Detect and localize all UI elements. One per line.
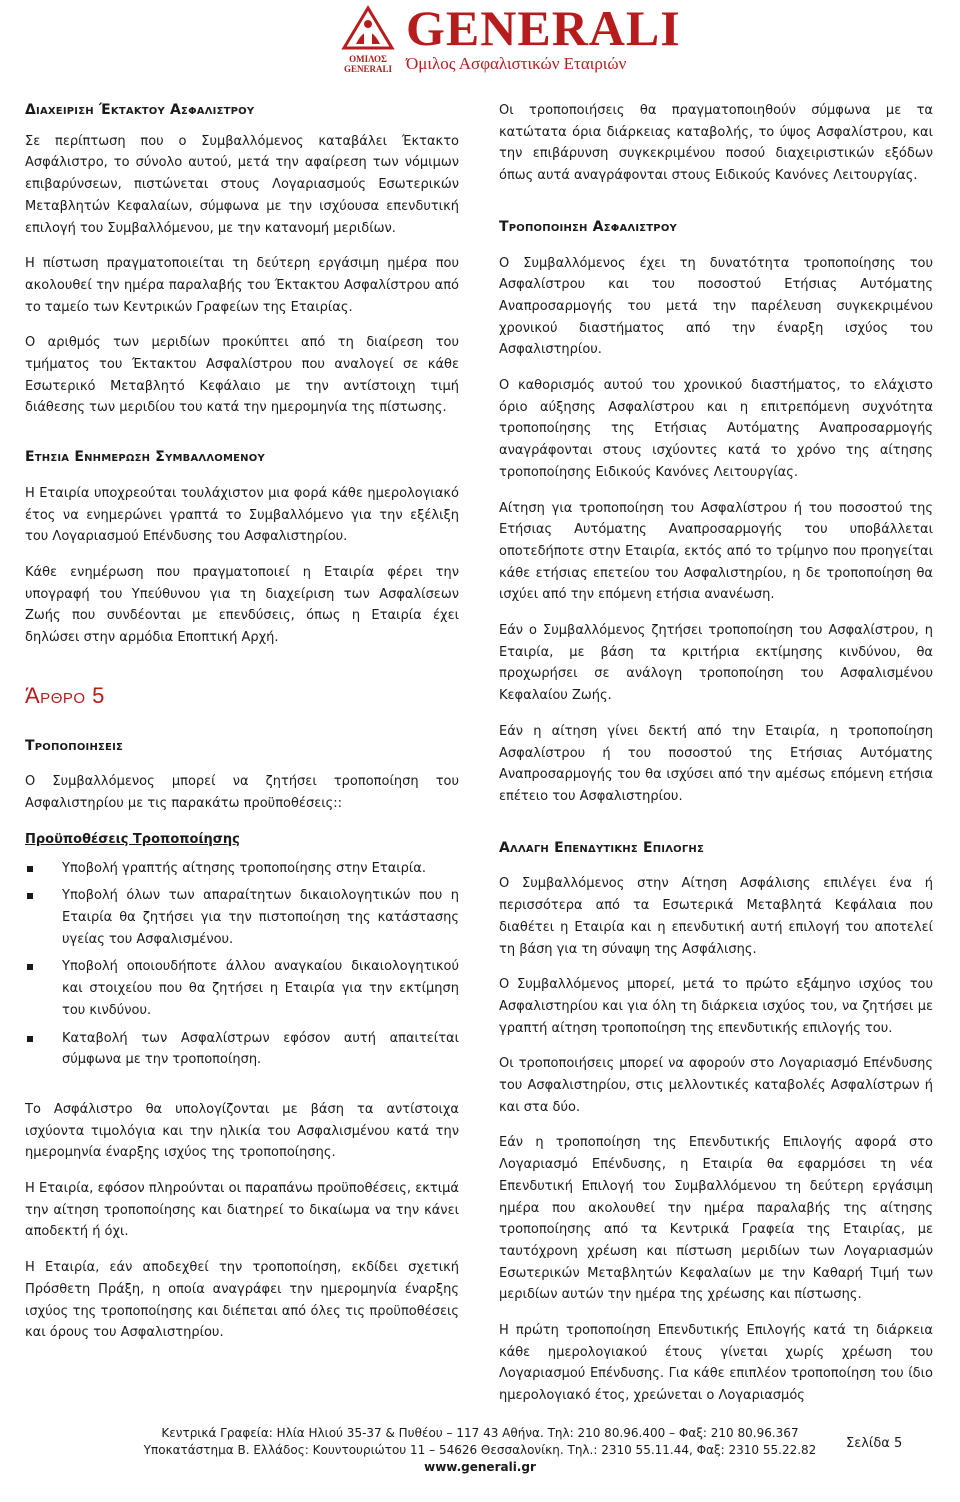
article-title: Άρθρο 5	[25, 682, 105, 708]
paragraph: Η Εταιρία υποχρεούται τουλάχιστον μια φορά κάθε ημερολογιακό έτος να ενημερώνει γραπτά το Συμβαλλόμενο για την εξέλιξη του Λογαριασμού Επένδυσης του Ασφαλιστηρίου.	[25, 485, 459, 545]
paragraph: Η πίστωση πραγματοποιείται τη δεύτερη εργάσιμη ημέρα που ακολουθεί την ημέρα παραλαβής του Έκτακτου Ασφαλίστρου από το ταμείο των Κεντρικών Γραφείων της Εταιρίας.	[25, 256, 459, 315]
paragraph: Ο Συμβαλλόμενος έχει τη δυνατότητα τροποποίησης του Ασφαλίστρου και του ποσοστού Ετήσιας Αυτόματης Αναπροσαρμογής του μετά την παρέλευση συγκεκριμένου χρονικού διαστήματος από την έναρξη ισχύος του Ασφαλιστηρίου.	[499, 255, 933, 358]
footer-website-link[interactable]: www.generali.gr	[424, 1460, 536, 1474]
subheading-conditions: Προϋποθέσεις Τροποποίησης	[25, 831, 240, 847]
paragraph: Η πρώτη τροποποίηση Επενδυτικής Επιλογής κατά τη διάρκεια κάθε ημερολογιακού έτους γίνεται χωρίς χρέωση του Λογαριασμού Επένδυσης. Για κάθε επιπλέον τροποποίηση του ίδιο ημερολογιακό έτος, χρεώνεται ο Λογαριασμός	[499, 1323, 933, 1404]
bullet-square-icon	[27, 893, 33, 899]
paragraph: Αίτηση για τροποποίηση του Ασφαλίστρου ή του ποσοστού της Ετήσιας Αυτόματης Αναπροσαρμογής του υποβάλλεται οποτεδήποτε στην Εταιρία, εκτός από το τρίμηνο που προηγείται κάθε ετήσιας επετείου του Ασφαλιστηρίου, η δε τροποποίηση θα ισχύει από την επόμενη ετήσια ανανέωση.	[499, 500, 933, 603]
paragraph: Σε περίπτωση που ο Συμβαλλόμενος καταβάλει Έκτακτο Ασφάλιστρο, το σύνολο αυτού, μετά την αφαίρεση των νόμιμων επιβαρύνσεων, πιστώνεται στους Λογαριασμούς Εσωτερικών Μεταβλητών Κεφαλαίων, σύμφωνα με την ισχύουσα επενδυτική επιλογή του Συμβαλλόμενου, με την κατανομή μεριδίων.	[25, 133, 459, 236]
list-item: Υποβολή όλων των απαραίτητων δικαιολογητικών που η Εταιρία θα ζητήσει για την πιστοποίηση της κατάστασης υγείας του Ασφαλισμένου.	[25, 885, 459, 950]
brand-name: GENERALI	[406, 0, 681, 56]
list-item: Υποβολή γραπτής αίτησης τροποποίησης στην Εταιρία.	[25, 858, 459, 880]
list-item: Υποβολή οποιουδήποτε άλλου αναγκαίου δικαιολογητικού και στοιχείου που θα ζητήσει η Εταιρία για την εκτίμηση του κινδύνου.	[25, 956, 459, 1021]
left-column	[25, 100, 459, 1344]
brand-subtitle: Όμιλος Ασφαλιστικών Εταιριών	[406, 54, 627, 73]
paragraph: Εάν ο Συμβαλλόμενος ζητήσει τροποποίηση του Ασφαλίστρου, η Εταιρία, με βάση τα κριτήρια εκτίμησης κινδύνου, θα προχωρήσει σε ανάλογη τροποποίηση του Ασφαλισμένου Κεφαλαίου Ζωής.	[499, 623, 933, 704]
paragraph: Κάθε ενημέρωση που πραγματοποιεί η Εταιρία φέρει την υπογραφή του Υπεύθυνου για τη διαχείριση των Ασφαλίσεων Ζωής που συνδέονται με επενδύσεις, όπως η Εταιρία έχει δηλώσει στην αρμόδια Εποπτική Αρχή.	[25, 564, 459, 646]
right-column	[499, 100, 933, 1407]
page-header	[0, 0, 960, 86]
footer-head-office: Κεντρικά Γραφεία: Ηλία Ηλιού 35-37 & Πυθέου – 117 43 Αθήνα. Τηλ: 210 80.96.400 – Φαξ: 210 80.96.367	[161, 1426, 799, 1440]
paragraph: Οι τροποποιήσεις μπορεί να αφορούν στο Λογαριασμό Επένδυσης του Ασφαλιστηρίου, στις μελλοντικές καταβολές Ασφαλίστρων ή και στα δύο.	[499, 1056, 933, 1115]
section-heading-modifications: Τροποποιησεις	[25, 737, 124, 754]
paragraph: Η Εταιρία, εφόσον πληρούνται οι παραπάνω προϋποθέσεις, εκτιμά την αίτηση τροποποίησης και διατηρεί το δικαίωμα να την κάνει αποδεκτή ή όχι.	[25, 1181, 459, 1240]
paragraph: Εάν η αίτηση γίνει δεκτή από την Εταιρία, η τροποποίηση Ασφαλίστρου ή του ποσοστού της Ετήσιας Αυτόματης Αναπροσαρμογής του θα ισχύσει από την αμέσως επόμενη ετήσια επέτειο του Ασφαλιστηρίου.	[499, 723, 933, 804]
list-item: Καταβολή των Ασφαλίστρων εφόσον αυτή απαιτείται σύμφωνα με την τροποποίηση.	[25, 1028, 459, 1071]
section-heading-premium-modification: Τροποποιηση Ασφαλιστρου	[499, 218, 677, 235]
section-heading-investment-change: Αλλαγη Επενδυτικης Επιλογης	[499, 839, 705, 856]
conditions-list	[25, 858, 459, 1071]
paragraph: Η Εταιρία, εάν αποδεχθεί την τροποποίηση, εκδίδει σχετική Πρόσθετη Πράξη, η οποία αναγράφει την ημερομηνία έναρξης ισχύος της τροποποίησης και διέπεται από όλες τις προϋποθέσεις και όρους του Ασφαλιστηρίου.	[25, 1260, 459, 1341]
section-heading-extra-premium: Διαχειριση Έκτακτου Ασφαλιστρου	[25, 102, 255, 118]
generali-logo	[338, 4, 398, 76]
paragraph: Ο καθορισμός αυτού του χρονικού διαστήματος, το ελάχιστο όριο αύξησης Ασφαλίστρου και η επιτρεπόμενη συχνότητα τροποποίησης της Ετήσιας Αυτόματης Αναπροσαρμογής αναγράφονται στους ισχύοντες κατά το χρόνο της αίτησης τροποποίησης Ειδικούς Κανόνες Λειτουργίας.	[499, 378, 933, 480]
paragraph: Εάν η τροποποίηση της Επενδυτικής Επιλογής αφορά στο Λογαριασμό Επένδυσης, η Εταιρία θα εφαρμόσει τη νέα Επενδυτική Επιλογή του Συμβαλλόμενου τη δεύτερη εργάσιμη ημέρα που ακολουθεί την ημέρα παραλαβής της αίτησης τροποποίησης από τα Κεντρικά Γραφεία της Εταιρίας, με ταυτόχρονη χρέωση και πίστωση μεριδίων των Λογαριασμών Εσωτερικών Μεταβλητών Κεφαλαίων με την Καθαρή Τιμή των μεριδίων αυτών την ημέρα της χρέωσης και πίστωσης.	[499, 1135, 933, 1303]
logo-caption: ΟΜΙΛΟΣ GENERALI	[343, 54, 392, 74]
bullet-square-icon	[27, 866, 33, 872]
paragraph: Το Ασφάλιστρο θα υπολογίζονται με βάση τα αντίστοιχα ισχύοντα τιμολόγια και την ηλικία του Ασφαλισμένου κατά την ημερομηνία έναρξης ισχύος της τροποποίησης.	[25, 1101, 459, 1161]
paragraph: Ο Συμβαλλόμενος μπορεί, μετά το πρώτο εξάμηνο ισχύος του Ασφαλιστηρίου και για όλη τη διάρκεια ισχύος του, να ζητήσει με γραπτή αίτηση τροποποίηση της επενδυτικής επιλογής του.	[499, 977, 933, 1036]
bullet-square-icon	[27, 1036, 33, 1042]
footer-branch: Υποκατάστημα Β. Ελλάδος: Κουντουριώτου 11 – 54626 Θεσσαλονίκη. Τηλ.: 2310 55.11.44, Φαξ: 2310 55.22.82	[143, 1443, 817, 1457]
lion-emblem-icon	[338, 4, 398, 52]
bullet-square-icon	[27, 964, 33, 970]
paragraph: Ο αριθμός των μεριδίων προκύπτει από τη διαίρεση του τμήματος του Έκτακτου Ασφαλίστρου που αναλογεί σε κάθε Εσωτερικό Μεταβλητό Κεφάλαιο με την αντίστοιχη τιμή διάθεσης των μεριδίου του κατά την ημερομηνία της πίστωσης.	[25, 335, 459, 416]
paragraph: Ο Συμβαλλόμενος μπορεί να ζητήσει τροποποίηση του Ασφαλιστηρίου με τις παρακάτω προϋποθέσεις::	[25, 774, 459, 812]
page-footer	[0, 1425, 960, 1476]
paragraph: Ο Συμβαλλόμενος στην Αίτηση Ασφάλισης επιλέγει ένα ή περισσότερα από τα Εσωτερικά Μεταβλητά Κεφάλαια που διαθέτει η Εταιρία και η επενδυτική αυτή επιλογή του αποτελεί τη βάση για τη σύναψη της Ασφάλισης.	[499, 876, 933, 957]
section-heading-annual-update: Ετησια Ενημερωση Συμβαλλομενου	[25, 449, 265, 466]
page-number: Σελίδα 5	[846, 1436, 903, 1451]
paragraph: Οι τροποποιήσεις θα πραγματοποιηθούν σύμφωνα με τα κατώτατα όρια διάρκειας καταβολής, το ύψος Ασφαλίστρου, και την επιβάρυνση συγκεκριμένου ποσού διαχειριστικών εξόδων όπως αυτά αναγράφονται στους Ειδικούς Κανόνες Λειτουργίας.	[499, 103, 933, 184]
